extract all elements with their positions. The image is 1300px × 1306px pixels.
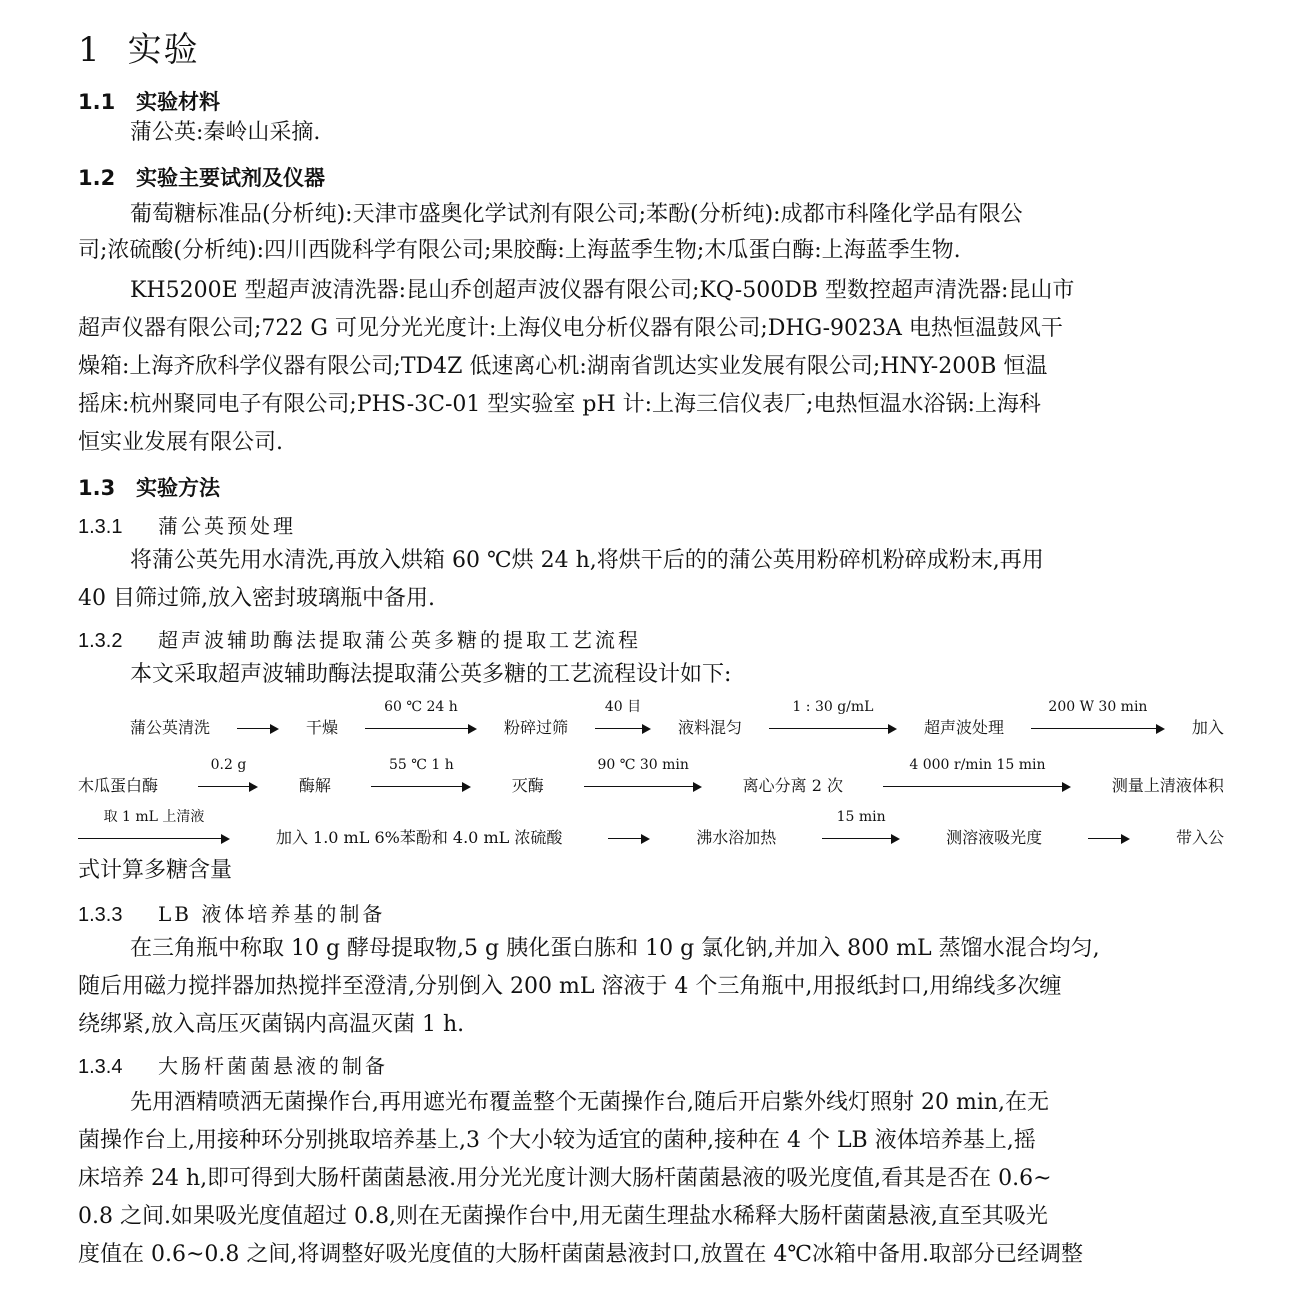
flow-arrow: 90 ℃ 30 min (584, 774, 702, 796)
paragraph-line: 菌操作台上,用接种环分别挑取培养基上,3 个大小较为适宜的菌种,接种在 4 个 LB 液体培养基上,摇 (78, 1128, 1036, 1153)
flow-arrow: 40 目 (595, 716, 651, 738)
paragraph-line: 随后用磁力搅拌器加热搅拌至澄清,分别倒入 200 mL 溶液于 4 个三角瓶中,用报纸封口,用绵线多次缠 (78, 974, 1062, 999)
paragraph-line: KH5200E 型超声波清洗器:昆山乔创超声波仪器有限公司;KQ-500DB 型数控超声清洗器:昆山市 (130, 278, 1075, 303)
flow-step: 加入 1.0 mL 6%苯酚和 4.0 mL 浓硫酸 (275, 828, 563, 847)
flow-step: 干燥 (305, 718, 338, 737)
flow-arrow: 60 ℃ 24 h (365, 716, 477, 738)
flow-arrow: 取 1 mL 上清液 (78, 826, 230, 848)
flow-row-3 (78, 809, 1224, 848)
paragraph-line: 本文采取超声波辅助酶法提取蒲公英多糖的工艺流程设计如下: (130, 662, 732, 687)
heading-1-3-4: 1.3.4 大肠杆菌菌悬液的制备 (78, 1054, 388, 1078)
paragraph-line: 40 目筛过筛,放入密封玻璃瓶中备用. (78, 586, 435, 611)
flow-step: 超声波处理 (923, 718, 1004, 737)
paragraph-line: 先用酒精喷洒无菌操作台,再用遮光布覆盖整个无菌操作台,随后开启紫外线灯照射 20 min,在无 (130, 1090, 1050, 1115)
heading-1-3-3: 1.3.3 LB 液体培养基的制备 (78, 902, 386, 926)
flow-arrow: 55 ℃ 1 h (371, 774, 471, 796)
flow-step: 灭酶 (511, 776, 544, 795)
paragraph-line: 葡萄糖标准品(分析纯):天津市盛奥化学试剂有限公司;苯酚(分析纯):成都市科隆化学品有限公 (130, 202, 1023, 227)
section-heading: 1 实验 (78, 30, 200, 70)
heading-1-2: 1.2 实验主要试剂及仪器 (78, 166, 325, 190)
flow-step: 沸水浴加热 (696, 828, 777, 847)
flow-step: 酶解 (298, 776, 331, 795)
flow-arrow: 0.2 g (198, 774, 258, 796)
paragraph-line: 恒实业发展有限公司. (78, 430, 283, 455)
paragraph-line: 司;浓硫酸(分析纯):四川西陇科学有限公司;果胶酶:上海蓝季生物;木瓜蛋白酶:上海蓝季生物. (78, 238, 961, 263)
heading-1-3-1: 1.3.1 蒲公英预处理 (78, 514, 296, 538)
flow-arrow: 1 : 30 g/mL (769, 716, 897, 738)
flow-arrow: 200 W 30 min (1031, 716, 1165, 738)
flow-arrow (237, 716, 279, 738)
flow-arrow: 15 min (822, 826, 900, 848)
flow-step: 蒲公英清洗 (130, 718, 211, 737)
paragraph-line: 度值在 0.6~0.8 之间,将调整好吸光度值的大肠杆菌菌悬液封口,放置在 4℃冰箱中备用.取部分已经调整 (78, 1242, 1083, 1267)
flow-row-4: 式计算多糖含量 (78, 858, 233, 883)
flow-step: 带入公 (1175, 828, 1224, 847)
flow-arrow: 4 000 r/min 15 min (883, 774, 1071, 796)
flow-step: 测溶液吸光度 (946, 828, 1043, 847)
flow-step: 加入 (1191, 718, 1224, 737)
flow-row-2 (78, 757, 1224, 796)
heading-1-1: 1.1 实验材料 (78, 90, 220, 114)
flow-step: 粉碎过筛 (503, 718, 568, 737)
paragraph-line: 摇床:杭州聚同电子有限公司;PHS-3C-01 型实验室 pH 计:上海三信仪表厂;电热恒温水浴锅:上海科 (78, 392, 1041, 417)
flow-step: 木瓜蛋白酶 (78, 776, 159, 795)
flow-arrow (608, 826, 650, 848)
paragraph-line: 床培养 24 h,即可得到大肠杆菌菌悬液.用分光光度计测大肠杆菌菌悬液的吸光度值,看其是否在 0.6~ (78, 1166, 1052, 1191)
paragraph-line: 0.8 之间.如果吸光度值超过 0.8,则在无菌操作台中,用无菌生理盐水稀释大肠杆菌菌悬液,直至其吸光 (78, 1204, 1048, 1229)
flow-step: 液料混匀 (677, 718, 742, 737)
flow-row-1 (130, 699, 1224, 738)
paragraph-line: 燥箱:上海齐欣科学仪器有限公司;TD4Z 低速离心机:湖南省凯达实业发展有限公司;HNY-200B 恒温 (78, 354, 1048, 379)
paragraph-line: 将蒲公英先用水清洗,再放入烘箱 60 ℃烘 24 h,将烘干后的的蒲公英用粉碎机粉碎成粉末,再用 (130, 548, 1044, 573)
paragraph-line: 在三角瓶中称取 10 g 酵母提取物,5 g 胰化蛋白胨和 10 g 氯化钠,并加入 800 mL 蒸馏水混合均匀, (130, 936, 1100, 961)
flow-step: 测量上清液体积 (1111, 776, 1224, 795)
flow-step: 离心分离 2 次 (742, 776, 844, 795)
heading-1-3-2: 1.3.2 超声波辅助酶法提取蒲公英多糖的提取工艺流程 (78, 628, 641, 652)
paragraph-line: 超声仪器有限公司;722 G 可见分光光度计:上海仪电分析仪器有限公司;DHG-9023A 电热恒温鼓风干 (78, 316, 1063, 341)
paragraph-line: 蒲公英:秦岭山采摘. (130, 120, 321, 145)
heading-1-3: 1.3 实验方法 (78, 476, 220, 500)
paragraph-line: 绕绑紧,放入高压灭菌锅内高温灭菌 1 h. (78, 1012, 465, 1037)
flow-arrow (1088, 826, 1130, 848)
